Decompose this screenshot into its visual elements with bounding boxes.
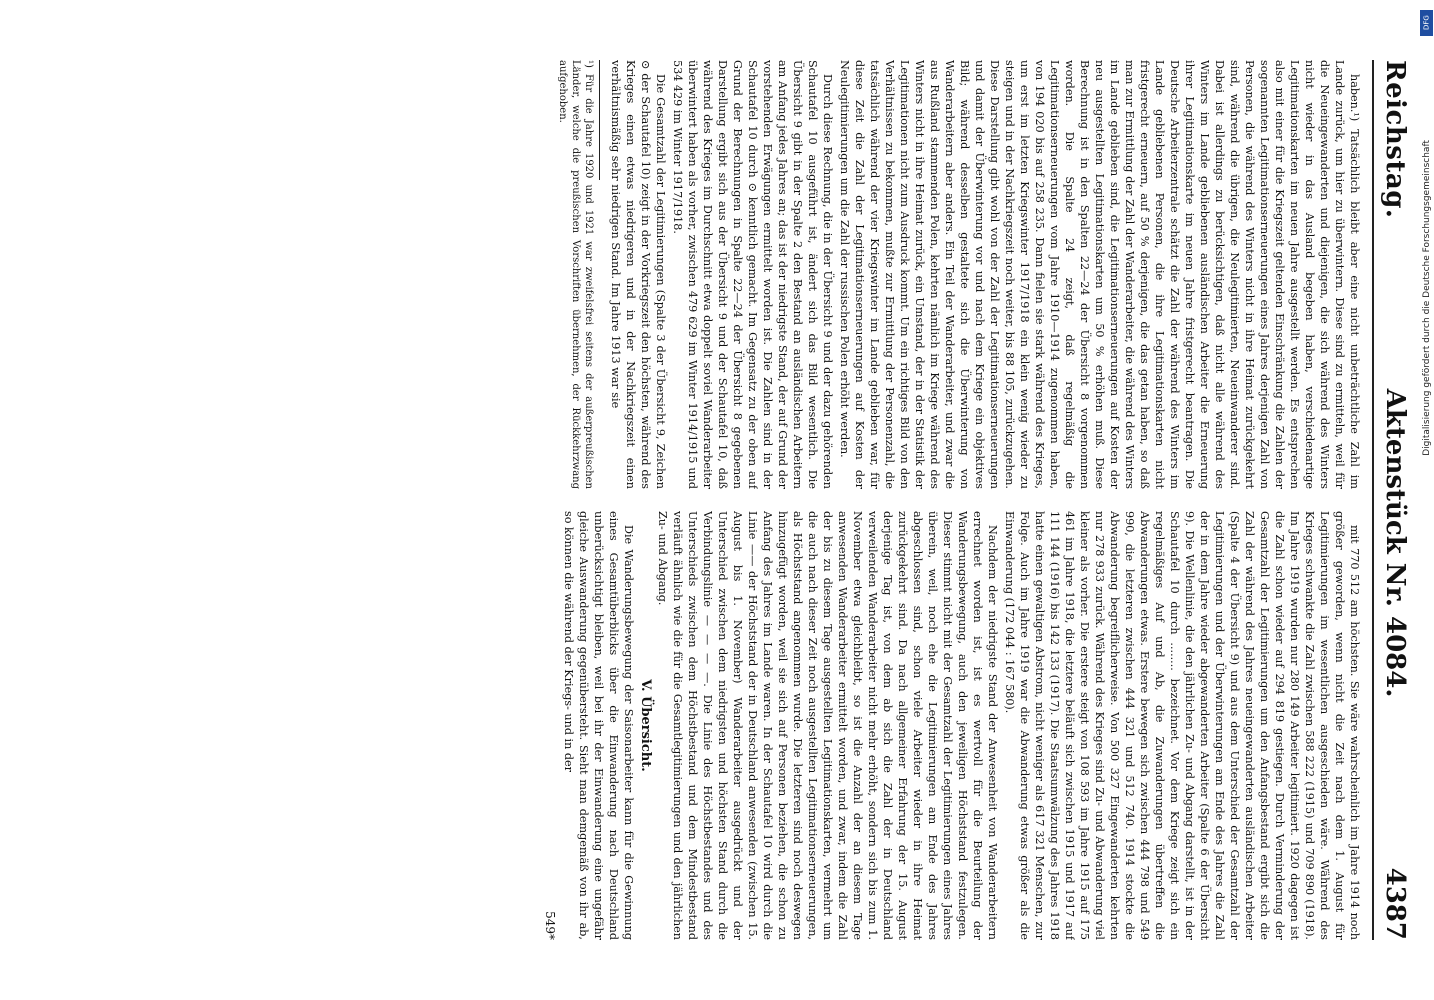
- header-left: Reichstag.: [1380, 60, 1410, 219]
- header-title: Aktenstück Nr. 4084.: [1380, 388, 1410, 698]
- dfg-logo: DFG: [1420, 10, 1433, 36]
- footnote: ¹) Für die Jahre 1920 und 1921 war zweifelsfrei seitens der außerpreußischen Länder, welche die preußischen Vorschriften übernehmen, der Rückkehrzwang aufgehoben.: [557, 60, 594, 489]
- page-number: 4387: [1380, 867, 1410, 940]
- right-column: [182, 511, 1362, 940]
- footnote-rule: [599, 60, 600, 180]
- digitization-credit: Digitalisierung gefördert durch die Deutsche Forschungsgemeinschaft: [1422, 140, 1432, 456]
- section-heading: V. Übersicht.: [638, 679, 653, 772]
- left-column: [182, 60, 1362, 489]
- paragraph: Die Gesamtzahl der Legitimierungen (Spalte 3 der Übersicht 9, Zeichen ⊙ der Schautafel 10) zeigt in der Vorkriegszeit den höchsten, während des Krieges einen etwas niedrigeren und in der Nachkriegszeit einen verhältnismäßig sehr niedrigen Stand. Im Jahre 1913 war sie: [609, 60, 667, 489]
- paragraph: Durch diese Rechnung, die in der Übersicht 9 und der dazu gehörenden Schautafel 10 ausgeführt ist, ändert sich das Bild wesentlich. Die Übersicht 9 gibt in der Spalte 2 den Bestand an ausländischen Arbeitern am Anfang jedes Jahres an; das ist der niedrigste Stand, der auf Grund der vorstehenden Erwägungen ermittelt worden ist. Die Zahlen sind in der Schautafel 10 durch ⊙ kenntlich gemacht. Im Gegensatz zu der oben auf Grund der Berechnungen in Spalte 22—24 der Übersicht 8 gegebenen Darstellung ergibt sich aus der Übersicht 9 und der Schautafel 10, daß während des Krieges im Durchschnitt etwa doppelt soviel Wanderarbeiter überwintert haben als vorher, zwischen 479 629 im Winter 1914/1915 und 534 429 im Winter 1917/1918.: [671, 60, 834, 489]
- paragraph: haben.¹) Tatsächlich bleibt aber eine nicht unbeträchtliche Zahl im Lande zurück, um hier zu überwintern. Diese sind zu ermitteln, weil für die Neueingewanderten und diejenigen, die sich während des Winters nicht wieder in das Ausland begeben haben, verschiedenartige Legitimationskarten im neuen Jahre ausgestellt werden. Es entsprechen also mit einer für die Kriegszeit geltenden Einschränkung die Zahlen der sogenannten Legitimationserneuerungen eines Jahres derjenigen Zahl von Personen, die während des Winters nicht in ihre Heimat zurückgekehrt sind, während die übrigen, die Neulegitimierten, Neueinwanderer sind. Dabei ist allerdings zu berücksichtigen, daß nicht alle während des Winters im Lande gebliebenen ausländischen Arbeiter die Erneuerung ihrer Legitimationskarte im neuen Jahre fristgerecht beantragen. Die Deutsche Arbeiterzentrale schätzt die Zahl der während des Winters im Lande gebliebenen Personen, die ihre Legitimationskarten nicht fristgerecht erneuern, auf 50 % derjenigen, die das getan haben, so daß man zur Ermittlung der Zahl der Wanderarbeiter, die während des Winters im Lande geblieben sind, die Legitimationserneuerungen auf Kosten der neu ausgestellten Legitimationskarten um 50 % erhöhen muß. Diese Berechnung ist in den Spalten 22—24 der Übersicht 8 vorgenommen worden. Die Spalte 24 zeigt, daß regelmäßig die Legitimationserneuerungen vom Jahre 1910—1914 zugenommen haben, von 194 020 bis auf 258 235. Dann fielen sie stark während des Krieges, um erst im letzten Kriegswinter 1917/1918 ein klein wenig wieder zu steigen und in der Nachkriegszeit noch weiter, bis 88 105, zurückzugehen. Diese Darstellung gibt wohl von der Zahl der Legitimationserneuerungen und damit der Überwinterung vor und nach dem Kriege ein objektives Bild; während desselben gestaltete sich die Überwinterung von Wanderarbeitern aber anders. Ein Teil der Wanderarbeiter, und zwar die aus Rußland stammenden Polen, kehrten nämlich im Kriege während des Winters nicht in ihre Heimat zurück, ein Umstand, der in der Statistik der Legitimationen nicht zum Ausdruck kommt. Um ein richtiges Bild von den Verhältnissen zu bekommen, mußte zur Ermittlung der Personenzahl, die tatsächlich während der vier Kriegswinter im Lande geblieben war, für diese Zeit die Zahl der Legitimationserneuerungen auf Kosten der Neulegitimierungen um die Zahl der russischen Polen erhöht werden.: [838, 60, 1361, 489]
- text-columns: [182, 60, 1362, 940]
- document-page: [130, 60, 1410, 940]
- paragraph: mit 770 512 am höchsten. Sie wäre wahrscheinlich im Jahre 1914 noch größer geworden, wenn nicht die Zeit nach dem 1. August für Legitimierungen im wesentlichen ausgeschieden wäre. Während des Krieges schwankte die Zahl zwischen 588 222 (1915) und 709 890 (1918). Im Jahre 1919 wurden nur 280 149 Arbeiter legitimiert. 1920 dagegen ist die Zahl schon wieder auf 294 819 gestiegen. Durch Verminderung der Gesamtzahl der Legitimierungen um den Anfangsbestand ergibt sich die Zahl der während des Jahres neueingewanderten ausländischen Arbeiter (Spalte 4 der Übersicht 9) und aus dem Unterschied der Gesamtzahl der Legitimierungen und der Überwinterungen am Ende des Jahres die Zahl der in dem Jahre wieder abgewanderten Arbeiter (Spalte 6 der Übersicht 9). Die Wellenlinie, die den jährlichen Zu- und Abgang darstellt, ist in der Schautafel 10 durch ........ bezeichnet. Vor dem Kriege zeigt sich ein regelmäßiges Auf und Ab, die Zuwanderungen übertreffen die Abwanderungen etwas. Erstere bewegen sich zwischen 444 798 und 549 990, die letzteren zwischen 444 321 und 512 740. 1914 stockte die Abwanderung begreiflicherweise. Von 500 327 Eingewanderten kehrten nur 278 933 zurück. Während des Krieges sind Zu- und Abwanderung viel kleiner als vorher. Die erstere steigt von 108 593 im Jahre 1915 auf 175 461 im Jahre 1918, die letztere beläuft sich zwischen 1915 und 1917 auf 111 144 (1916) bis 142 133 (1917). Die Staatsumwälzung des Jahres 1918 hatte einen gewaltigen Abstrom, nicht weniger als 617 321 Menschen, zur Folge. Auch im Jahre 1919 war die Abwanderung etwas größer als die Einwanderung (172 044 : 167 580).: [1003, 511, 1361, 940]
- paragraph: Nachdem der niedrigste Stand der Anwesenheit von Wanderarbeitern errechnet worden ist, ist es wertvoll für die Beurteilung der Wanderungsbewegung, auch den jeweiligen Höchststand festzulegen. Dieser stimmt nicht mit der Gesamtzahl der Legitimierungen eines Jahres überein, weil, noch ehe die Legitimierungen am Ende des Jahres abgeschlossen sind, schon viele Arbeiter wieder in ihre Heimat zurückgekehrt sind. Da nach allgemeiner Erfahrung der 15. August derjenige Tag ist, von dem ab sich die Zahl der in Deutschland verweilenden Wanderarbeiter nicht mehr erhöht, sondern sich bis zum 1. November etwa gleichbleibt, so ist die Anzahl der an diesem Tage anwesenden Wanderarbeiter ermittelt worden, und zwar, indem die Zahl der bis zu diesem Tage ausgestellten Legitimationskarten, vermehrt um die auch nach dieser Zeit noch ausgestellten Legitimationserneuerungen, als Höchststand angenommen wurde. Die letzteren sind noch deswegen hinzugefügt worden, weil sie sich auf Personen beziehen, die schon zu Anfang des Jahres im Lande waren. In der Schautafel 10 wird durch die Linie —— der Höchststand der in Deutschland anwesenden (zwischen 15. August bis 1. November) Wanderarbeiter ausgedrückt und der Unterschied zwischen dem niedrigsten und höchsten Stand durch die Verbindungslinie — — — —. Die Linie des Höchstbestandes und des Unterschieds zwischen dem Höchstbestand und dem Mindestbestand verläuft ähnlich wie die für die Gesamtlegitimierungen und den jährlichen Zu- und Abgang.: [656, 511, 999, 940]
- page-header: [1372, 60, 1410, 940]
- paragraph: Die Wanderungsbewegung der Saisonarbeiter kann für die Gewinnung eines Gesamtüberblicks über die Einwanderung nach Deutschland unberücksichtigt bleiben, weil bei ihr der Einwanderung eine ungefähr gleiche Auswanderung gegenübersteht. Sieht man demgemäß von ihr ab, so können die während der Kriegs- und in der: [562, 511, 635, 940]
- page-foot: 549*: [543, 911, 557, 940]
- digitization-sidebar: [1418, 0, 1434, 1000]
